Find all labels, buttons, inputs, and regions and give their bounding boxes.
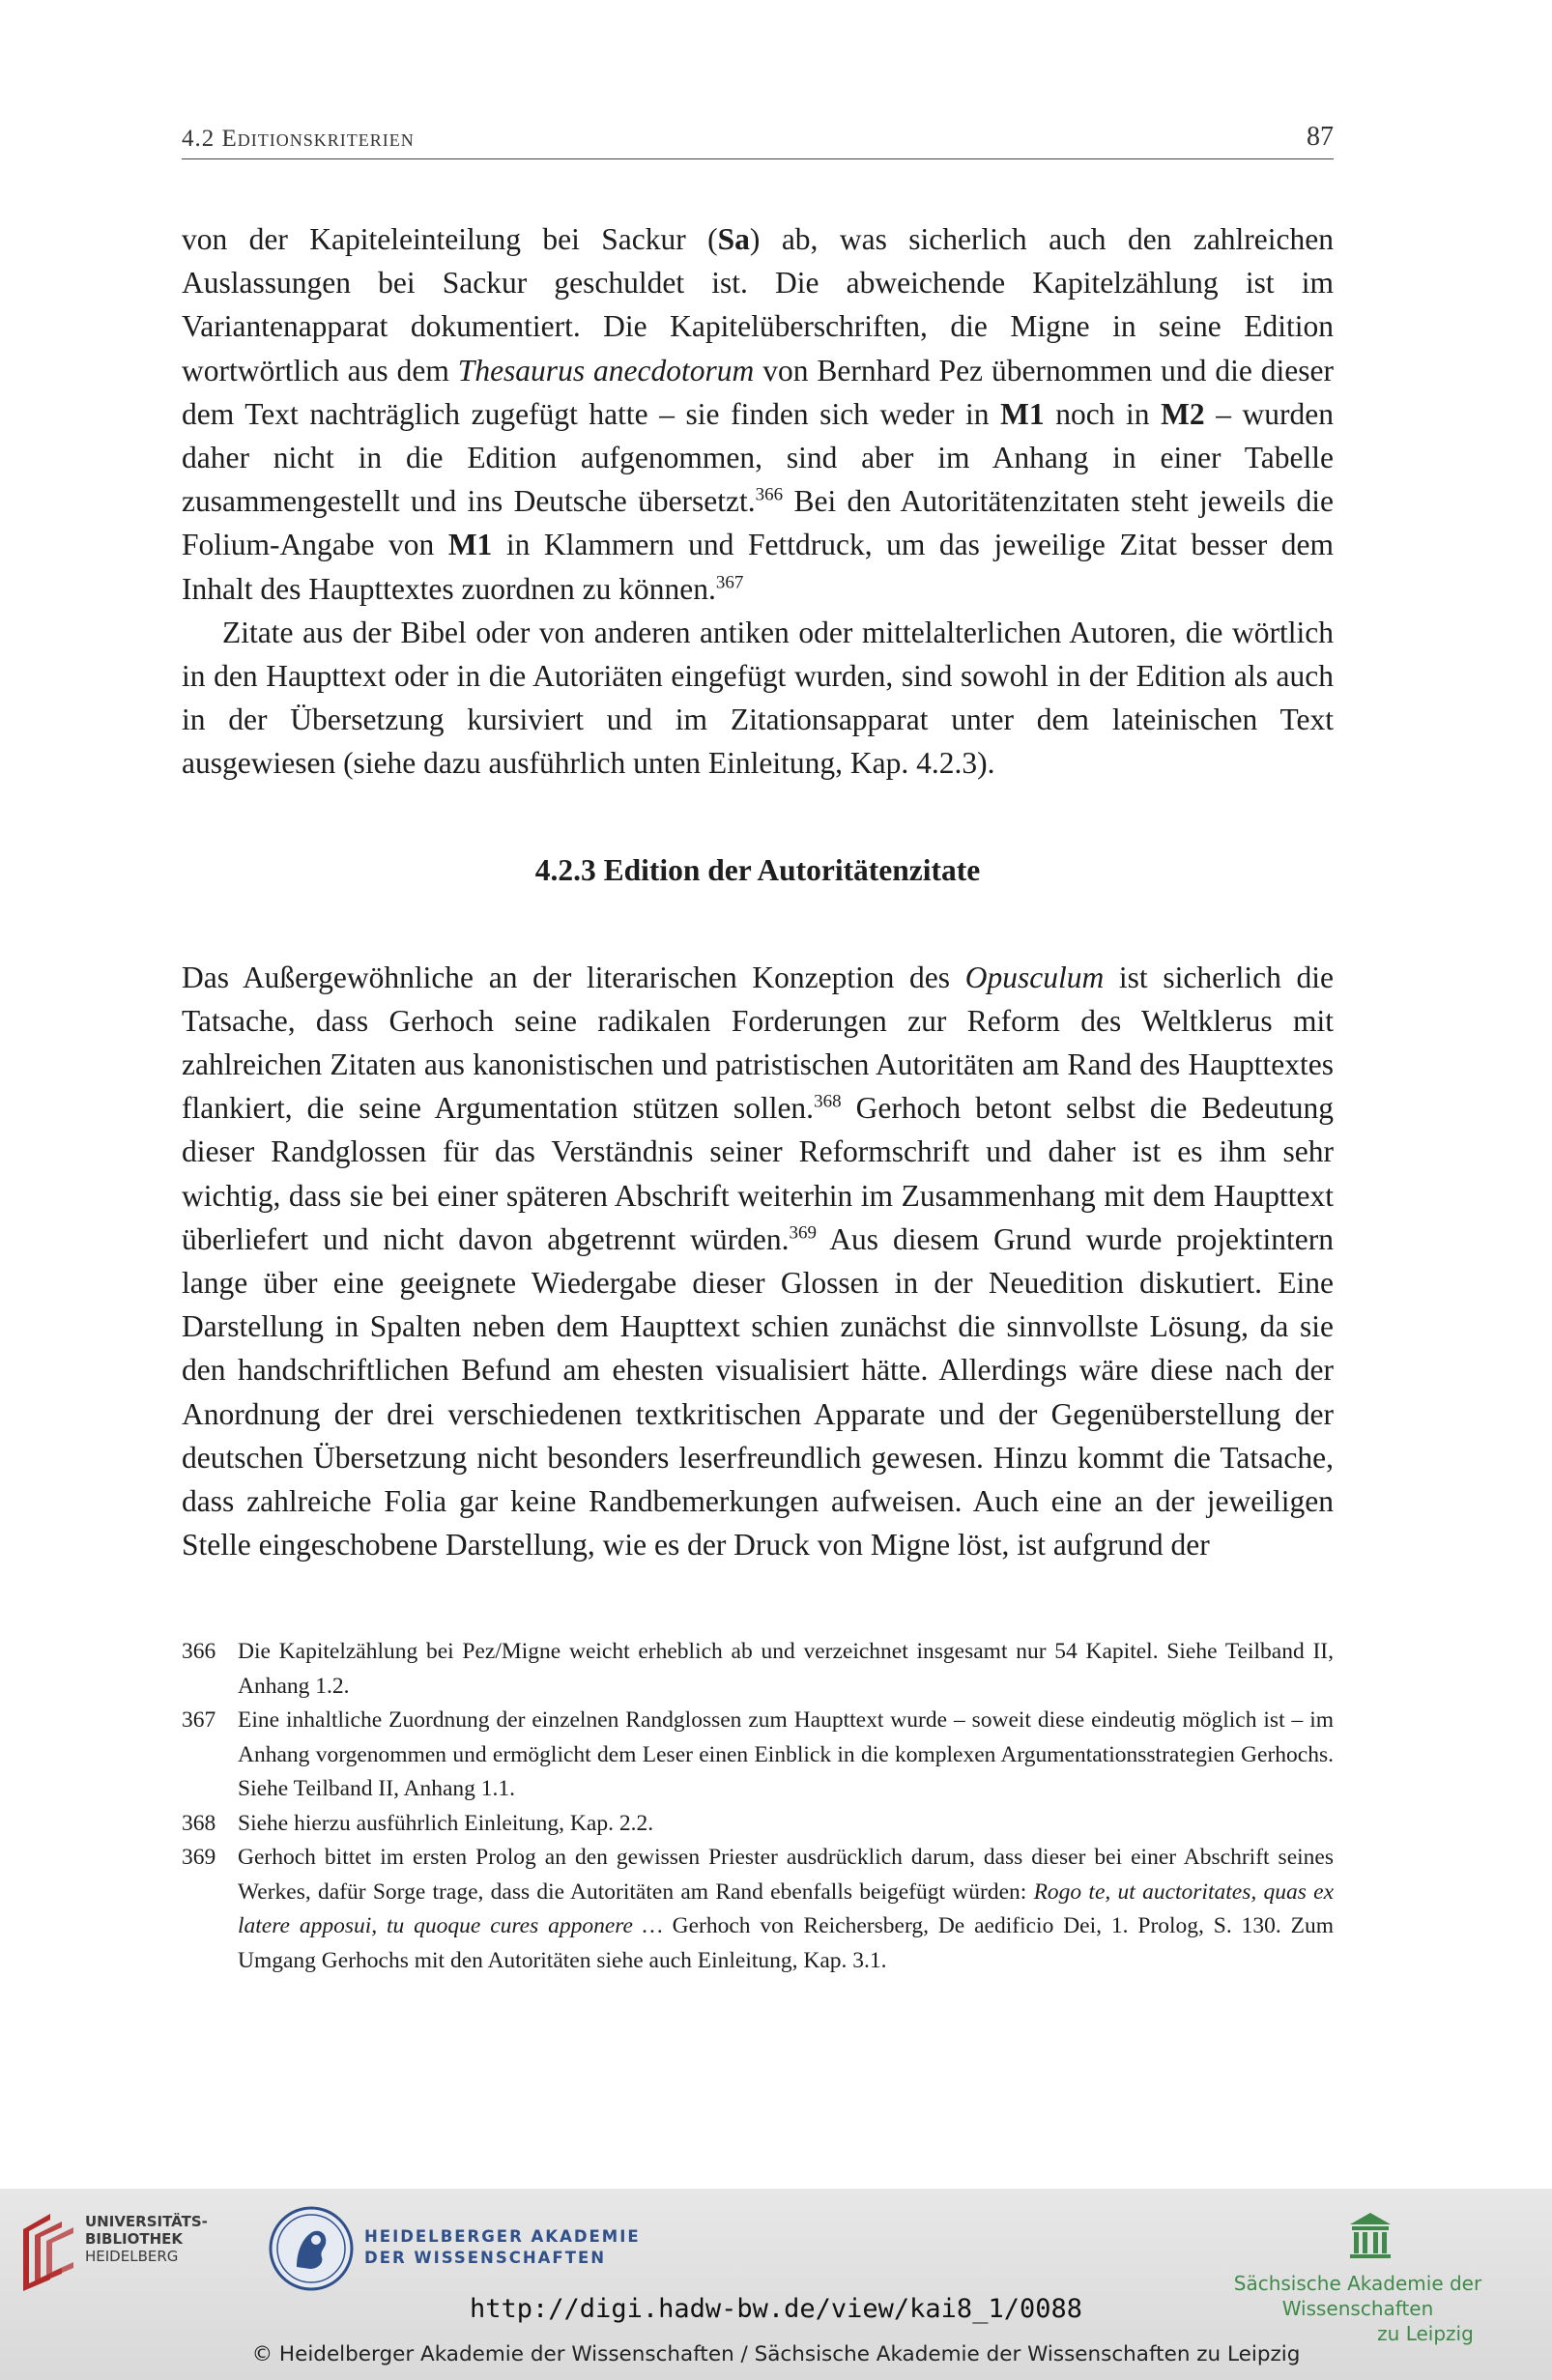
footnote-number: 369 xyxy=(182,1845,216,1870)
header-page-number: 87 xyxy=(1307,122,1334,152)
saw-building-logo-icon[interactable] xyxy=(1348,2211,1393,2259)
footnote-number: 366 xyxy=(182,1639,216,1664)
siglum-m2: M2 xyxy=(1161,396,1205,431)
running-header xyxy=(182,116,1334,159)
footnotes xyxy=(182,1635,1334,1978)
paragraph-3: Das Außergewöhnliche an der literarischen Konzeption des Opusculum ist sicherlich die Tatsache, dass Gerhoch seine radikalen Forderungen zur Reform des Weltklerus mit zahlreichen Zitaten aus kanonistischen und patristischen Autoritäten am Rand des Haupttextes flankiert, die seine Argumentation stützen sollen.$^{368}$ Gerhoch betont selbst die Bedeutung dieser Randglossen für das Verständnis seiner Reformschrift und daher ist es ihm sehr wichtig, dass sie bei einer späteren Abschrift weiterhin im Zusammenhang mit dem Haupttext überliefert und nicht davon abgetrennt würden.$^{369}$ Aus diesem Grund wurde projektintern lange über eine geeignete Wiedergabe dieser Glossen in der Neuedition diskutiert. Eine Darstellung in Spalten neben dem Haupttext schien zunächst die sinnvollste Lösung, da sie den handschriftlichen Befund am ehesten visualisiert hätte. Allerdings wäre diese nach der Anordnung der drei verschiedenen textkritischen Apparate und der Gegenüberstellung der deutschen Übersetzung nicht besonders leserfreundlich gewesen. Hinzu kommt die Tatsache, dass zahlreiche Folia gar keine Randbemerkungen aufweisen. Auch eine an der jeweiligen Stelle eingeschobene Darstellung, wie es der Druck von Migne löst, ist aufgrund der xyxy=(182,960,1335,1563)
footnote-ref-368[interactable]: 368 xyxy=(814,1091,842,1112)
latin-quote: Rogo te, ut auctoritates, quas ex latere apposui, tu quoque cures apponere … xyxy=(238,1878,1335,1938)
footnote-text: Die Kapitelzählung bei Pez/Migne weicht erheblich ab und verzeichnet insgesamt nur 54 Kapitel. Siehe Teilband II, Anhang 1.2. xyxy=(238,1639,1334,1699)
footnote-text: Siehe hierzu ausführlich Einleitung, Kap. 2.2. xyxy=(238,1810,654,1836)
ub-heidelberg-wordmark: UNIVERSITÄTS- BIBLIOTHEK HEIDELBERG xyxy=(85,2213,208,2265)
footnote-ref-367[interactable]: 367 xyxy=(715,572,744,593)
header-section-title: 4.2 Editionskriterien xyxy=(182,126,415,152)
siglum-m1-second: M1 xyxy=(447,528,493,562)
ub-heidelberg-logo-icon[interactable] xyxy=(17,2210,79,2293)
section-heading: 4.2.3 Edition der Autoritätenzitate xyxy=(534,853,981,887)
footnote-number: 367 xyxy=(182,1707,216,1733)
permalink-url[interactable]: http://digi.hadw-bw.de/view/kai8_1/0088 xyxy=(470,2294,1082,2324)
hadw-wordmark: HEIDELBERGER AKADEMIE DER WISSENSCHAFTEN xyxy=(364,2227,641,2267)
footnote-ref-366[interactable]: 366 xyxy=(755,484,784,505)
saw-wordmark: Sächsische Akademie der Wissenschaften zu Leipzig xyxy=(1233,2272,1482,2345)
body-text-top xyxy=(182,217,1334,786)
footnote-number: 368 xyxy=(182,1810,216,1836)
hadw-seal-icon[interactable] xyxy=(268,2205,355,2292)
footnote-368 xyxy=(182,1807,1334,1842)
footnote-369 xyxy=(182,1841,1334,1978)
siglum-sa: Sa xyxy=(717,222,750,256)
footnote-367 xyxy=(182,1704,1334,1807)
title-opusculum: Opusculum xyxy=(964,960,1105,994)
footnote-ref-369[interactable]: 369 xyxy=(789,1222,818,1244)
body-text-bottom xyxy=(182,925,1334,1597)
siglum-m1: M1 xyxy=(1000,396,1045,431)
paragraph-1: von der Kapiteleinteilung bei Sackur (Sa) ab, was sicherlich auch den zahlreichen Auslassungen bei Sackur geschuldet ist. Die abweichende Kapitelzählung ist im Variantenapparat dokumentiert. Die Kapitelüberschriften, die Migne in seine Edition wortwörtlich aus dem Thesaurus anecdotorum von Bernhard Pez übernommen und die dieser dem Text nachträglich zugefügt hatte – sie finden sich weder in M1 noch in M2 – wurden daher nicht in die Edition aufgenommen, sind aber im Anhang in einer Tabelle zusammengestellt und ins Deutsche übersetzt.$^{366}$ Bei den Autoritätenzitaten steht jeweils die Folium-Angabe von M1 in Klammern und Fettdruck, um das jeweilige Zitat besser dem Inhalt des Haupttextes zuordnen zu können.$^{367}$ xyxy=(182,222,1335,606)
footnote-text: Eine inhaltliche Zuordnung der einzelnen Randglossen zum Haupttext wurde – soweit diese eindeutig möglich ist – im Anhang vorgenommen und ermöglicht dem Leser einen Einblick in die komplexen Argumentationsstrategien Gerhochs. Siehe Teilband II, Anhang 1.1. xyxy=(238,1707,1334,1801)
copyright-notice: © Heidelberger Akademie der Wissenschaften / Sächsische Akademie der Wissenschaften zu Leipzig xyxy=(251,2342,1301,2366)
paragraph-2: Zitate aus der Bibel oder von anderen antiken oder mittelalterlichen Autoren, die wörtlich in den Haupttext oder in die Autoriäten eingefügt wurden, sind sowohl in der Edition als auch in der Übersetzung kursiviert und im Zitationsapparat unter dem lateinischen Text ausgewiesen (siehe dazu ausführlich unten Einleitung, Kap. 4.2.3). xyxy=(182,615,1334,781)
title-thesaurus: Thesaurus anecdotorum xyxy=(457,353,755,387)
footnote-text: Gerhoch bittet im ersten Prolog an den gewissen Priester ausdrücklich darum, dass dieser bei einer Abschrift seines Werkes, dafür Sorge trage, dass die Autoritäten am Rand ebenfalls beigefügt würden: Rogo te, ut auctoritates, quas ex latere apposui, tu quoque cures apponere … Gerhoch von Reichersberg, De aedificio Dei, 1. Prolog, S. 130. Zum Umgang Gerhochs mit den Autoritäten siehe auch Einleitung, Kap. 3.1. xyxy=(238,1845,1335,1973)
footnote-366 xyxy=(182,1635,1334,1704)
